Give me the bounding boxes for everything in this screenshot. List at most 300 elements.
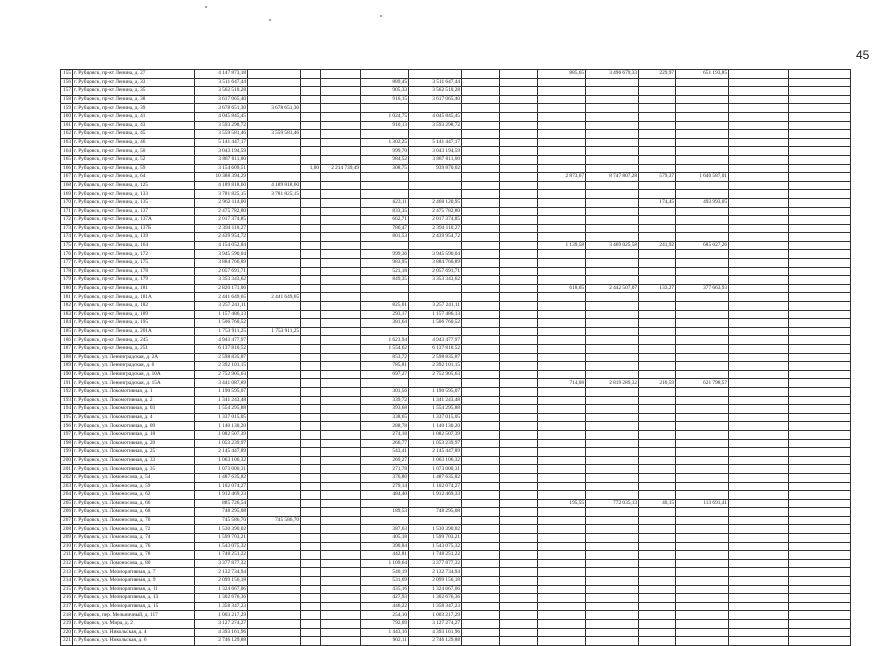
amount-cell: 2 394 110,27 bbox=[195, 224, 248, 233]
amount-cell bbox=[729, 499, 789, 508]
amount-cell bbox=[639, 267, 676, 276]
address-cell: г. Рубцовск, ул. Никольская, д. 6 bbox=[73, 637, 195, 646]
amount-cell bbox=[789, 456, 851, 465]
amount-cell bbox=[789, 473, 851, 482]
amount-cell bbox=[500, 637, 538, 646]
table-row bbox=[61, 430, 851, 439]
amount-cell bbox=[676, 491, 729, 500]
amount-cell bbox=[586, 491, 639, 500]
table-row bbox=[61, 594, 851, 603]
amount-cell bbox=[301, 362, 321, 371]
amount-cell bbox=[500, 319, 538, 328]
amount-cell bbox=[248, 319, 301, 328]
table-row bbox=[61, 577, 851, 586]
address-cell: г. Рубцовск, ул. Ломоносова, д. 59 bbox=[73, 482, 195, 491]
row-number-cell: 155 bbox=[61, 70, 73, 79]
amount-cell: 651 193,85 bbox=[676, 70, 729, 79]
amount-cell: 6 137 810,52 bbox=[195, 345, 248, 354]
amount-cell bbox=[248, 602, 301, 611]
amount-cell: 5 141 447,17 bbox=[409, 138, 462, 147]
row-number-cell: 186 bbox=[61, 336, 73, 345]
amount-cell: 1 324 667,06 bbox=[195, 585, 248, 594]
amount-cell: 1 554 295,88 bbox=[409, 405, 462, 414]
amount-cell bbox=[248, 413, 301, 422]
address-cell: г. Рубцовск, ул. Мелиоративная, д. 9 bbox=[73, 577, 195, 586]
amount-cell bbox=[789, 302, 851, 311]
amount-cell: 2 475 782,80 bbox=[195, 207, 248, 216]
amount-cell bbox=[321, 130, 361, 139]
amount-cell bbox=[301, 499, 321, 508]
amount-cell bbox=[500, 112, 538, 121]
amount-cell bbox=[639, 121, 676, 130]
amount-cell: 5 141 447,17 bbox=[195, 138, 248, 147]
amount-cell bbox=[586, 267, 639, 276]
table-row bbox=[61, 551, 851, 560]
address-cell: г. Рубцовск, ул. Ломоносова, д. 62 bbox=[73, 491, 195, 500]
amount-cell bbox=[538, 465, 586, 474]
amount-cell bbox=[500, 267, 538, 276]
amount-cell bbox=[789, 198, 851, 207]
amount-cell: 254,10 bbox=[361, 611, 409, 620]
amount-cell bbox=[462, 551, 500, 560]
amount-cell bbox=[729, 577, 789, 586]
amount-cell bbox=[676, 138, 729, 147]
amount-cell bbox=[500, 147, 538, 156]
scan-speck bbox=[380, 15, 382, 17]
amount-cell: 493 993,05 bbox=[676, 198, 729, 207]
amount-cell bbox=[729, 121, 789, 130]
table-row bbox=[61, 516, 851, 525]
amount-cell bbox=[301, 259, 321, 268]
amount-cell: 4 189 818,60 bbox=[195, 181, 248, 190]
amount-cell bbox=[462, 112, 500, 121]
amount-cell bbox=[789, 224, 851, 233]
amount-cell bbox=[538, 336, 586, 345]
amount-cell bbox=[462, 577, 500, 586]
amount-cell: 339,72 bbox=[361, 396, 409, 405]
amount-cell bbox=[676, 78, 729, 87]
amount-cell bbox=[321, 387, 361, 396]
amount-cell bbox=[301, 628, 321, 637]
amount-cell bbox=[729, 104, 789, 113]
amount-cell bbox=[321, 577, 361, 586]
amount-cell bbox=[301, 147, 321, 156]
address-cell: г. Рубцовск, пр-кт Ленина, д. 33 bbox=[73, 78, 195, 87]
amount-cell: 4 147 873,18 bbox=[195, 70, 248, 79]
amount-cell bbox=[462, 207, 500, 216]
amount-cell bbox=[500, 602, 538, 611]
amount-cell bbox=[538, 387, 586, 396]
amount-cell bbox=[301, 327, 321, 336]
amount-cell: 377 663,93 bbox=[676, 284, 729, 293]
amount-cell bbox=[676, 387, 729, 396]
amount-cell bbox=[500, 233, 538, 242]
row-number-cell: 184 bbox=[61, 319, 73, 328]
amount-cell: 3 887 011,00 bbox=[409, 155, 462, 164]
row-number-cell: 218 bbox=[61, 611, 73, 620]
amount-cell bbox=[729, 628, 789, 637]
table-row bbox=[61, 370, 851, 379]
table-row bbox=[61, 302, 851, 311]
amount-cell bbox=[462, 413, 500, 422]
amount-cell bbox=[462, 70, 500, 79]
amount-cell bbox=[729, 491, 789, 500]
amount-cell: 1 082 507,39 bbox=[409, 430, 462, 439]
amount-cell bbox=[462, 138, 500, 147]
amount-cell bbox=[639, 370, 676, 379]
row-number-cell: 214 bbox=[61, 577, 73, 586]
row-number-cell: 156 bbox=[61, 78, 73, 87]
amount-cell: 3 781 825,15 bbox=[248, 190, 301, 199]
amount-cell bbox=[586, 250, 639, 259]
amount-cell bbox=[500, 155, 538, 164]
amount-cell: 2 392 101,15 bbox=[409, 362, 462, 371]
amount-cell bbox=[248, 241, 301, 250]
amount-cell bbox=[639, 611, 676, 620]
amount-cell bbox=[500, 473, 538, 482]
amount-cell bbox=[538, 138, 586, 147]
amount-cell bbox=[639, 353, 676, 362]
amount-cell: 1 003 217,29 bbox=[409, 611, 462, 620]
amount-cell bbox=[676, 293, 729, 302]
amount-cell bbox=[462, 345, 500, 354]
amount-cell: 2 017 374,85 bbox=[195, 216, 248, 225]
amount-cell: 1 599 703,21 bbox=[409, 534, 462, 543]
amount-cell bbox=[729, 216, 789, 225]
amount-cell bbox=[248, 276, 301, 285]
amount-cell: 1 302 676,36 bbox=[195, 594, 248, 603]
amount-cell bbox=[676, 594, 729, 603]
amount-cell bbox=[248, 259, 301, 268]
amount-cell bbox=[500, 276, 538, 285]
amount-cell bbox=[462, 448, 500, 457]
amount-cell bbox=[321, 465, 361, 474]
amount-cell bbox=[538, 259, 586, 268]
amount-cell: 195,55 bbox=[538, 499, 586, 508]
amount-cell bbox=[538, 448, 586, 457]
amount-cell: 1 912 469,33 bbox=[195, 491, 248, 500]
amount-cell bbox=[301, 602, 321, 611]
capital-repair-table bbox=[60, 69, 851, 646]
scan-speck bbox=[269, 19, 271, 21]
amount-cell bbox=[301, 190, 321, 199]
table-row bbox=[61, 198, 851, 207]
amount-cell bbox=[321, 241, 361, 250]
amount-cell bbox=[789, 138, 851, 147]
amount-cell bbox=[676, 87, 729, 96]
table-row bbox=[61, 379, 851, 388]
amount-cell bbox=[676, 516, 729, 525]
amount-cell: 4 393 161,96 bbox=[409, 628, 462, 637]
amount-cell bbox=[321, 637, 361, 646]
amount-cell bbox=[462, 241, 500, 250]
amount-cell: 579,37 bbox=[639, 173, 676, 182]
amount-cell bbox=[462, 310, 500, 319]
amount-cell bbox=[676, 267, 729, 276]
row-number-cell: 157 bbox=[61, 87, 73, 96]
amount-cell bbox=[538, 405, 586, 414]
amount-cell bbox=[789, 336, 851, 345]
amount-cell bbox=[538, 534, 586, 543]
amount-cell: 3 617 065,40 bbox=[409, 95, 462, 104]
amount-cell bbox=[586, 413, 639, 422]
amount-cell bbox=[639, 559, 676, 568]
amount-cell bbox=[409, 293, 462, 302]
row-number-cell: 167 bbox=[61, 173, 73, 182]
address-cell: г. Рубцовск, ул. Локомотивная, д. 2 bbox=[73, 396, 195, 405]
amount-cell bbox=[462, 319, 500, 328]
amount-cell: 785,81 bbox=[361, 362, 409, 371]
amount-cell bbox=[538, 147, 586, 156]
amount-cell bbox=[676, 405, 729, 414]
amount-cell bbox=[639, 164, 676, 173]
address-cell: г. Рубцовск, пр-кт Ленина, д. 46 bbox=[73, 138, 195, 147]
amount-cell bbox=[729, 611, 789, 620]
amount-cell: 1 324 667,06 bbox=[409, 585, 462, 594]
amount-cell: 288,78 bbox=[361, 422, 409, 431]
table-row bbox=[61, 87, 851, 96]
table-row bbox=[61, 559, 851, 568]
amount-cell bbox=[639, 155, 676, 164]
table-row bbox=[61, 637, 851, 646]
amount-cell: 1 530 390,02 bbox=[195, 525, 248, 534]
amount-cell: 543,41 bbox=[361, 448, 409, 457]
amount-cell bbox=[248, 233, 301, 242]
amount-cell bbox=[248, 302, 301, 311]
amount-cell bbox=[500, 138, 538, 147]
amount-cell bbox=[639, 482, 676, 491]
amount-cell bbox=[789, 525, 851, 534]
amount-cell bbox=[248, 362, 301, 371]
amount-cell: 241,92 bbox=[639, 241, 676, 250]
amount-cell bbox=[500, 224, 538, 233]
amount-cell: 4 943 477,97 bbox=[409, 336, 462, 345]
amount-cell bbox=[676, 508, 729, 517]
amount-cell bbox=[301, 284, 321, 293]
amount-cell: 521,18 bbox=[361, 267, 409, 276]
amount-cell bbox=[538, 155, 586, 164]
amount-cell: 999,70 bbox=[361, 147, 409, 156]
amount-cell bbox=[639, 637, 676, 646]
amount-cell bbox=[500, 491, 538, 500]
table-row bbox=[61, 147, 851, 156]
amount-cell: 113 691,41 bbox=[676, 499, 729, 508]
table-row bbox=[61, 422, 851, 431]
amount-cell: 1 543 075,32 bbox=[409, 542, 462, 551]
amount-cell bbox=[500, 104, 538, 113]
amount-cell bbox=[301, 379, 321, 388]
amount-cell bbox=[729, 130, 789, 139]
amount-cell bbox=[301, 336, 321, 345]
amount-cell bbox=[789, 70, 851, 79]
amount-cell bbox=[500, 628, 538, 637]
amount-cell bbox=[500, 396, 538, 405]
row-number-cell: 207 bbox=[61, 516, 73, 525]
amount-cell bbox=[789, 499, 851, 508]
amount-cell: 3 496 679,33 bbox=[586, 70, 639, 79]
amount-cell bbox=[639, 130, 676, 139]
amount-cell bbox=[586, 112, 639, 121]
amount-cell: 902,11 bbox=[361, 637, 409, 646]
amount-cell bbox=[729, 482, 789, 491]
address-cell: г. Рубцовск, ул. Ленинградская, д. 10А bbox=[73, 370, 195, 379]
amount-cell bbox=[538, 525, 586, 534]
amount-cell bbox=[321, 319, 361, 328]
amount-cell: 618,65 bbox=[538, 284, 586, 293]
amount-cell bbox=[639, 87, 676, 96]
amount-cell bbox=[789, 233, 851, 242]
amount-cell bbox=[789, 250, 851, 259]
amount-cell bbox=[586, 190, 639, 199]
amount-cell bbox=[248, 542, 301, 551]
amount-cell bbox=[676, 155, 729, 164]
amount-cell bbox=[586, 336, 639, 345]
address-cell: г. Рубцовск, ул. Ломоносова, д. 68 bbox=[73, 508, 195, 517]
row-number-cell: 211 bbox=[61, 551, 73, 560]
amount-cell bbox=[586, 259, 639, 268]
amount-cell bbox=[500, 456, 538, 465]
row-number-cell: 212 bbox=[61, 559, 73, 568]
address-cell: г. Рубцовск, ул. Ленинградская, д. 2А bbox=[73, 353, 195, 362]
amount-cell bbox=[321, 439, 361, 448]
row-number-cell: 160 bbox=[61, 112, 73, 121]
row-number-cell: 199 bbox=[61, 448, 73, 457]
amount-cell bbox=[248, 173, 301, 182]
amount-cell bbox=[586, 637, 639, 646]
amount-cell bbox=[639, 310, 676, 319]
amount-cell: 1 102 074,27 bbox=[409, 482, 462, 491]
amount-cell bbox=[301, 276, 321, 285]
amount-cell bbox=[538, 233, 586, 242]
table-body bbox=[61, 70, 851, 646]
row-number-cell: 185 bbox=[61, 327, 73, 336]
amount-cell bbox=[676, 224, 729, 233]
table-row bbox=[61, 104, 851, 113]
amount-cell bbox=[789, 594, 851, 603]
amount-cell bbox=[462, 155, 500, 164]
amount-cell bbox=[321, 95, 361, 104]
amount-cell bbox=[789, 147, 851, 156]
amount-cell bbox=[321, 516, 361, 525]
amount-cell bbox=[321, 173, 361, 182]
table-row bbox=[61, 353, 851, 362]
amount-cell bbox=[676, 327, 729, 336]
amount-cell bbox=[789, 319, 851, 328]
address-cell: г. Рубцовск, пр-кт Ленина, д. 137Б bbox=[73, 224, 195, 233]
row-number-cell: 203 bbox=[61, 482, 73, 491]
amount-cell bbox=[586, 276, 639, 285]
amount-cell bbox=[321, 491, 361, 500]
amount-cell bbox=[301, 78, 321, 87]
amount-cell: 792,09 bbox=[361, 620, 409, 629]
amount-cell bbox=[462, 362, 500, 371]
amount-cell bbox=[538, 611, 586, 620]
amount-cell bbox=[639, 207, 676, 216]
amount-cell: 983,95 bbox=[361, 259, 409, 268]
row-number-cell: 169 bbox=[61, 190, 73, 199]
amount-cell bbox=[500, 534, 538, 543]
amount-cell bbox=[789, 190, 851, 199]
table-row bbox=[61, 310, 851, 319]
amount-cell bbox=[301, 456, 321, 465]
amount-cell bbox=[676, 147, 729, 156]
amount-cell bbox=[586, 147, 639, 156]
amount-cell: 3 887 011,00 bbox=[195, 155, 248, 164]
address-cell: г. Рубцовск, ул. Локомотивная, д. 25 bbox=[73, 448, 195, 457]
amount-cell bbox=[301, 559, 321, 568]
table-row bbox=[61, 267, 851, 276]
amount-cell: 3 127 274,27 bbox=[409, 620, 462, 629]
amount-cell: 3 945 590,04 bbox=[409, 250, 462, 259]
amount-cell bbox=[676, 637, 729, 646]
amount-cell bbox=[789, 259, 851, 268]
amount-cell: 623,11 bbox=[361, 198, 409, 207]
amount-cell bbox=[321, 267, 361, 276]
amount-cell: 2 057 691,71 bbox=[409, 267, 462, 276]
amount-cell: 1 157 486,13 bbox=[409, 310, 462, 319]
amount-cell bbox=[361, 241, 409, 250]
amount-cell bbox=[321, 611, 361, 620]
amount-cell bbox=[248, 499, 301, 508]
amount-cell bbox=[301, 207, 321, 216]
amount-cell bbox=[321, 430, 361, 439]
address-cell: г. Рубцовск, пр-кт Ленина, д. 45 bbox=[73, 130, 195, 139]
amount-cell bbox=[301, 577, 321, 586]
amount-cell bbox=[321, 628, 361, 637]
amount-cell: 540,19 bbox=[361, 568, 409, 577]
amount-cell bbox=[729, 198, 789, 207]
amount-cell bbox=[639, 448, 676, 457]
amount-cell bbox=[462, 534, 500, 543]
amount-cell bbox=[321, 525, 361, 534]
amount-cell: 1 337 015,05 bbox=[409, 413, 462, 422]
amount-cell bbox=[321, 499, 361, 508]
amount-cell: 3 377 877,32 bbox=[195, 559, 248, 568]
amount-cell bbox=[586, 216, 639, 225]
amount-cell: 1 623,94 bbox=[361, 336, 409, 345]
amount-cell bbox=[789, 439, 851, 448]
amount-cell bbox=[500, 499, 538, 508]
amount-cell bbox=[321, 594, 361, 603]
row-number-cell: 175 bbox=[61, 241, 73, 250]
amount-cell bbox=[301, 516, 321, 525]
amount-cell bbox=[462, 611, 500, 620]
amount-cell bbox=[729, 473, 789, 482]
amount-cell bbox=[639, 362, 676, 371]
amount-cell bbox=[639, 95, 676, 104]
address-cell: г. Рубцовск, пр-кт Ленина, д. 125 bbox=[73, 181, 195, 190]
amount-cell bbox=[301, 551, 321, 560]
table-row bbox=[61, 448, 851, 457]
amount-cell bbox=[462, 233, 500, 242]
row-number-cell: 171 bbox=[61, 207, 73, 216]
amount-cell: 745 586,70 bbox=[248, 516, 301, 525]
address-cell: г. Рубцовск, пр-кт Ленина, д. 41 bbox=[73, 112, 195, 121]
amount-cell: 2 145 447,89 bbox=[409, 448, 462, 457]
amount-cell: 229,97 bbox=[639, 70, 676, 79]
amount-cell: 621 798,57 bbox=[676, 379, 729, 388]
amount-cell bbox=[729, 250, 789, 259]
amount-cell bbox=[586, 508, 639, 517]
amount-cell: 1 341 243,48 bbox=[195, 396, 248, 405]
address-cell: г. Рубцовск, ул. Локомотивная, д. 20 bbox=[73, 439, 195, 448]
amount-cell: 1,00 bbox=[301, 164, 321, 173]
amount-cell bbox=[729, 259, 789, 268]
amount-cell: 1 139,58 bbox=[538, 241, 586, 250]
amount-cell bbox=[789, 241, 851, 250]
amount-cell bbox=[500, 594, 538, 603]
amount-cell bbox=[789, 112, 851, 121]
